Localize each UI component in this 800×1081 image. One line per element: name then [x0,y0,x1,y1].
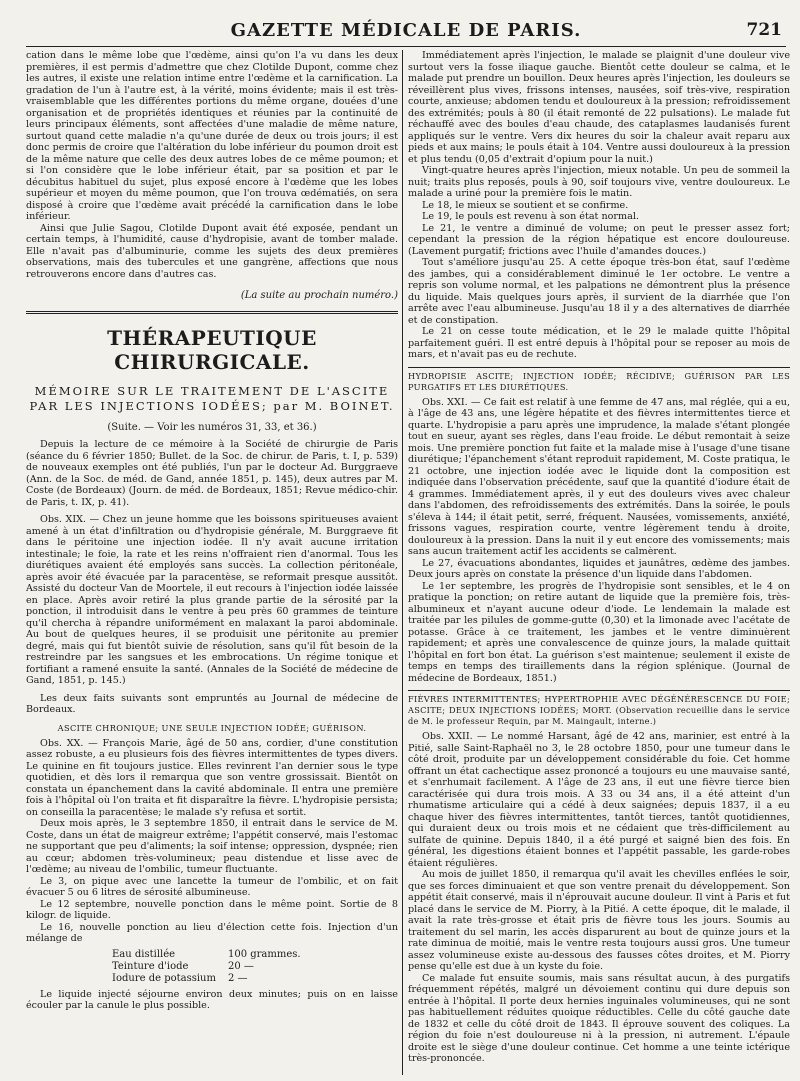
observation-heading: FIÈVRES INTERMITTENTES; HYPERTROPHIE AVEC DÉGÉNÉRESCENCE DU FOIE; ASCITE; DEUX INJECTIONS IODÉES; MORT. (Observation recueillie dans le service de M. le professeur Requin, par M. Maingault, interne.) [408,694,790,726]
observation-19: Obs. XIX. — Chez un jeune homme que les boissons spiritueuses avaient amené à un état d'infiltration ou d'hydropisie générale, M. Burggraeve fit dans le péritoine une injection iodée. Il n'y avait aucune irritation intestinale; le foie, la rate et les reins n'offraient rien d'anormal. Tous les diurétiques avaient été employés sans succès. La collection péritonéale, après avoir été évacuée par la paracentèse, se reformait presque aussitôt. Assisté du docteur Van de Moortele, il eut recours à l'injection iodée laissée en place. Après avoir retiré la plus grande partie de la sérosité par la ponction, il introduisit dans le ventre à peu près 60 grammes de teinture qu'il chercha à répandre uniformément en malaxant la paroi abdominale. Au bout de quelques heures, il se produisit une péritonite au premier degré, mais qui fut bientôt suivie de résolution, sans qu'il fût besoin de la restreindre par les sangsues et les embrocations. Un régime tonique et fortifiant a ramené ensuite la santé. (Annales de la Société de médecine de Gand, 1851, p. 145.) [26,514,398,686]
paragraph: Tout s'améliore jusqu'au 25. A cette époque très-bon état, sauf l'œdème des jambes, qui a considérablement diminué le 1er octobre. Le ventre a repris son volume normal, et les palpations ne démontrent plus la présence du liquide. Mais quelques jours après, il survient de la diarrhée que l'on arrête avec l'eau albumineuse. Jusqu'au 18 il y a des alternatives de diarrhée et de constipation. [408,257,790,326]
running-head [26,0,786,47]
paragraph: Le 18, le mieux se soutient et se confirme. [422,199,629,211]
paragraph: Le 27, évacuations abondantes, liquides et jaunâtres, œdème des jambes. Deux jours après on constate la présence d'un liquide dans l'abdomen. [408,557,790,580]
ingredient: Eau distillée [112,948,176,960]
paragraph: Deux mois après, le 3 septembre 1850, il entrait dans le service de M. Coste, dans un état de maigreur extrême; l'appétit conservé, mais l'estomac ne supportant que peu d'aliments; la soif intense; oppression, dyspnée; rien au cœur; abdomen très-volumineux; peau distendue et lisse avec de l'œdème; au niveau de l'ombilic, tumeur fluctuante. [26,818,398,875]
ingredient: Teinture d'iode [112,960,189,972]
paragraph: Ce malade fut ensuite soumis, mais sans résultat aucun, à des purgatifs fréquemment répétés, malgré un dévoiement continu qui dure depuis son entrée à l'hôpital. Il porte deux hernies inguinales volumineuses, qui ne sont pas habituellement réduites quoique réductibles. Celle du côté gauche date de 1832 et celle du côté droit de 1843. Il éprouve souvent des coliques. La région du foie n'est douloureuse ni à la pression, ni autrement. L'épaule droite est le siège d'une douleur continue. Cet homme a une teinte ictérique très-prononcée. [408,972,790,1064]
paragraph: Le 3, on pique avec une lancette la tumeur de l'ombilic, et on fait évacuer 5 ou 6 litres de sérosité albumineuse. [26,875,398,898]
divider [408,367,790,368]
observation-heading: HYDROPISIE ASCITE; INJECTION IODÉE; RÉCIDIVE; GUÉRISON PAR LES PURGATIFS ET LES DIURÉTIQUES. [408,370,790,392]
paragraph: Au mois de juillet 1850, il remarqua qu'il avait les chevilles enflées le soir, que ses forces diminuaient et que son ventre prenait du développement. Son appétit était conservé, mais il n'éprouvait aucune douleur. Il vint à Paris et fut placé dans le service de M. Piorry, à la Pitié. A cette époque, dit le malade, il avait la rate très-grosse et était pris de fièvre tous les jours. Soumis au traitement du sel marin, les accès disparurent au bout de quinze jours et la rate diminua de moitié, mais le ventre resta toujours aussi gros. Une tumeur assez volumineuse existe au-dessous des fausses côtes droites, et M. Piorry pense qu'elle est due à un kyste du foie. [408,869,790,972]
observation-20: Obs. XX. — François Marie, âgé de 50 ans, cordier, d'une constitution assez robuste, a eu plusieurs fois des fièvres intermittentes de types divers. Le quinine en fit toujours justice. Elles revinrent l'an dernier sous le type quotidien, et dès lors il remarqua que son ventre grossissait. Bientôt on constata un épanchement dans la cavité abdominale. Il entra une première fois à l'hôpital où l'on traita et fit disparaître la fièvre. L'hydropisie persista; on conseilla la paracentèse; le malade s'y refusa et sortit. [26,737,398,818]
suite-note: (La suite au prochain numéro.) [240,290,398,301]
page-number: 721 [746,20,782,40]
observation-21: Obs. XXI. — Ce fait est relatif à une femme de 47 ans, mal réglée, qui a eu, à l'âge de 43 ans, une légère hépatite et des fièvres intermittentes tierce et quarte. L'hydropisie a paru après une imprudence, la malade s'étant plongée tout en sueur, ayant ses règles, dans l'eau froide. Le début remontait à seize mois. Une première ponction fut faite et la malade mise à l'usage d'une tisane diurétique; l'épanchement s'étant reproduit rapidement, M. Coste pratiqua, le 21 octobre, une injection iodée avec le liquide dont la composition est indiquée dans l'observation précédente, sauf que la quantité d'iodure était de 4 grammes. Immédiatement après, il y eut des douleurs vives avec chaleur dans l'abdomen, des refroidissements des extrémités. Dans la soirée, le pouls s'éleva à 144; il était petit, serré, fréquent. Nausées, vomissements, anxiété, frissons vagues, respiration courte, ventre légèrement tendu à droite, douloureux à la pression. Dans la nuit il y eut encore des vomissements; mais sans aucun traitement actif les accidents se calmèrent. [408,396,790,557]
paragraph: cation dans le même lobe que l'œdème, ainsi qu'on l'a vu dans les deux premières, il est permis d'admettre que chez Clotilde Dupont, comme chez les autres, il existe une relation intime entre l'œdème et la carnification. La gradation de l'un à l'autre est, à la vérité, moins évidente; mais il est très-vraisemblable que les différentes portions du même organe, douées d'une organisation et de propriétés identiques et réunies par la continuité de leurs principaux éléments, sont affectées d'une maladie de même nature, surtout quand cette maladie n'a qu'une durée de deux ou trois jours; il est donc permis de croire que l'altération du lobe inférieur du poumon droit est de la même nature que celle des deux autres lobes de ce même poumon; et si l'on considère que le lobe inférieur était, par sa position et par le décubitus habituel du sujet, plus exposé encore à l'œdème que les lobes supérieur et moyen du même poumon, que l'on trouva œdématiés, on sera disposé à croire que l'œdème avait précédé la carnification dans le lobe inférieur. [26,50,398,222]
quantity: 100 grammes. [227,948,301,960]
formula-table [106,949,307,985]
formula-row [106,949,307,961]
paragraph: Le 12 septembre, nouvelle ponction dans le même point. Sortie de 8 kilogr. de liquide. [26,898,398,921]
paragraph: Le 16, nouvelle ponction au lieu d'élection cette fois. Injection d'un mélange de [26,921,398,944]
paragraph: Ainsi que Julie Sagou, Clotilde Dupont avait été exposée, pendant un certain temps, à l'humidité, cause d'hydropisie, avant de tomber malade. Elle n'avait pas d'albuminurie, comme les sujets des deux premières observations, mais des tubercules et une gangrène, affections que nous retrouverons encore dans d'autres cas. [26,222,398,280]
quantity: 2 — [227,972,248,984]
memoire-title: MÉMOIRE SUR LE TRAITEMENT DE L'ASCITE PAR LES INJECTIONS IODÉES; par M. BOINET. [29,384,395,413]
section-divider [26,311,398,314]
paragraph: Le 19, le pouls est revenu à son état normal. [422,211,639,222]
observation-22: Obs. XXII. — Le nommé Harsant, âgé de 42 ans, marinier, est entré à la Pitié, salle Saint-Raphaël no 3, le 28 octobre 1850, pour une tumeur dans le côté droit, produite par un développement considérable du foie. Cet homme offrant un état cachectique assez prononcé a toujours eu une mauvaise santé, et s'enrhumait facilement. A l'âge de 23 ans, il eut une fièvre tierce bien caractérisée qui dura trois mois. A 33 ou 34 ans, il a été atteint d'un rhumatisme articulaire qui a cédé à deux saignées; depuis 1837, il a eu chaque hiver des fièvres intermittentes, tantôt tierces, tantôt quotidiennes, qui duraient deux ou trois mois et ne cédaient que très-difficilement au sulfate de quinine. Depuis 1840, il a été purgé et saigné bien des fois. En général, les digestions étaient bonnes et l'appétit passable, les garde-robes étaient régulières. [408,731,790,869]
paragraph: Les deux faits suivants sont empruntés au Journal de médecine de Bordeaux. [26,692,398,715]
observation-heading: ASCITE CHRONIQUE; UNE SEULE INJECTION IODÉE; GUÉRISON. [57,722,367,733]
formula-row [106,961,307,973]
ingredient: Iodure de potassium [112,972,216,984]
journal-title: GAZETTE MÉDICALE DE PARIS. [230,20,582,41]
paragraph: Le liquide injecté séjourne environ deux minutes; puis on en laisse écouler par la canule le plus possible. [26,988,398,1011]
paragraph: Le 1er septembre, les progrès de l'hydropisie sont sensibles, et le 4 on pratique la ponction; on retire autant de liquide que la première fois, très-albumineux et n'ayant aucune odeur d'iode. Le lendemain la malade est traitée par les pilules de gomme-gutte (0,30) et la limonade avec l'acétate de potasse. Grâce à ce traitement, les jambes et le ventre diminuèrent rapidement; et après une convalescence de quinze jours, la malade quittait l'hôpital en fort bon état. La guérison s'est maintenue; seulement il existe de temps en temps des tiraillements dans la région splénique. (Journal de médecine de Bordeaux, 1851.) [408,580,790,684]
suite-reference: (Suite. — Voir les numéros 31, 33, et 36.) [107,422,317,433]
section-title: THÉRAPEUTIQUE CHIRURGICALE. [107,326,317,374]
text-columns [26,50,790,1075]
right-column [408,50,790,1075]
left-column [26,50,398,1075]
quantity: 20 — [227,960,254,972]
paragraph: Le 21, le ventre a diminué de volume; on peut le presser assez fort; cependant la pression de la région hépatique est encore douloureuse. (Lavement purgatif; frictions avec l'huile d'amandes douces.) [408,222,790,257]
paragraph: Depuis la lecture de ce mémoire à la Société de chirurgie de Paris (séance du 6 février 1850; Bullet. de la Soc. de chirur. de Paris, t. I, p. 539) de nouveaux exemples ont été publiés, l'un par le docteur Ad. Burggraeve (Ann. de la Soc. de méd. de Gand, année 1851, p. 145), deux autres par M. Coste (de Bordeaux) (Journ. de méd. de Bordeaux, 1851; Revue médico-chir. de Paris, t. IX, p. 41). [26,439,398,508]
paragraph: Immédiatement après l'injection, le malade se plaignit d'une douleur vive surtout vers la fosse iliaque gauche. Bientôt cette douleur se calma, et le malade put prendre un bouillon. Deux heures après l'injection, les douleurs se réveillèrent plus vives, frissons intenses, nausées, soif très-vive, respiration courte, anxieuse; abdomen tendu et douloureux à la pression; refroidissement des extrémités; pouls à 80 (il était remonté de 22 pulsations). Le malade fut réchauffé avec des boules d'eau chaude, des cataplasmes laudanisés furent appliqués sur le ventre. Vers dix heures du soir la chaleur avait reparu aux pieds et aux mains; le pouls était à 104. Ventre aussi douloureux à la pression et plus tendu (0,05 d'extrait d'opium pour la nuit.) [408,50,790,165]
paragraph: Vingt-quatre heures après l'injection, mieux notable. Un peu de sommeil la nuit; traits plus reposés, pouls à 90, soif toujours vive, ventre douloureux. Le malade a uriné pour la première fois le matin. [408,165,790,199]
divider [408,690,790,691]
formula-row [106,973,307,985]
column-rule [402,50,403,1075]
paragraph: Le 21 on cesse toute médication, et le 29 le malade quitte l'hôpital parfaitement guéri. Il est entré depuis à l'hôpital pour se reposer au mois de mars, et n'avait pas eu de rechute. [408,326,790,360]
